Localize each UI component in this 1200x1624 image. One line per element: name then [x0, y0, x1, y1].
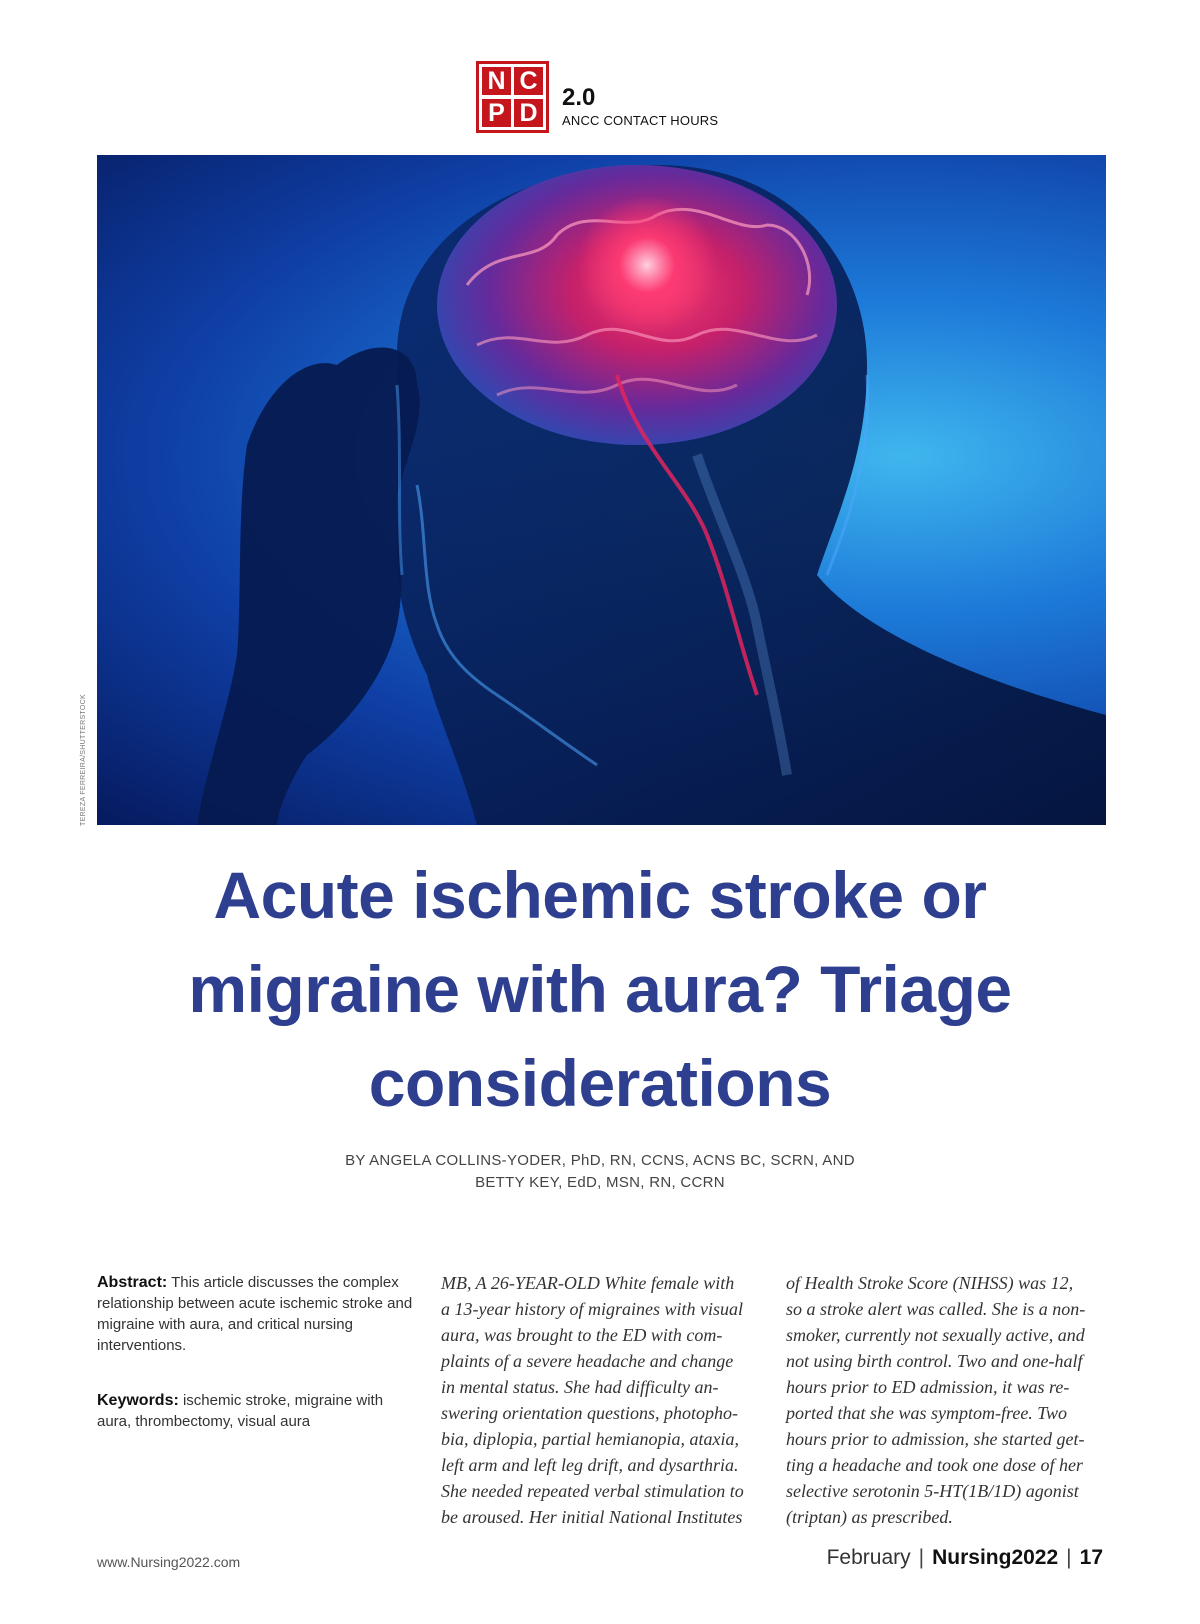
- abstract: [97, 1272, 417, 1356]
- body-line: ported that she was symptom-free. Two: [786, 1403, 1067, 1423]
- footer-folio: [827, 1546, 1103, 1570]
- footer-magazine: Nursing2022: [932, 1546, 1059, 1569]
- body-line: aura, was brought to the ED with com-: [441, 1325, 723, 1345]
- body-line: plaints of a severe headache and change: [441, 1351, 734, 1371]
- byline-line-1: BY ANGELA COLLINS-YODER, PhD, RN, CCNS, ACNS BC, SCRN, AND: [345, 1152, 855, 1169]
- contact-hours-label: ANCC CONTACT HOURS: [562, 113, 719, 128]
- body-line: of Health Stroke Score (NIHSS) was 12,: [786, 1273, 1074, 1293]
- body-line: a 13-year history of migraines with visual: [441, 1299, 743, 1319]
- keywords-text: ischemic stroke, migraine with aura, thrombectomy, visual aura: [97, 1392, 384, 1430]
- ncpd-badge: [476, 61, 549, 133]
- keywords: [97, 1390, 417, 1432]
- body-line: not using birth control. Two and one-half: [786, 1351, 1083, 1371]
- badge-letter-p: P: [482, 99, 511, 127]
- article-title: Acute ischemic stroke or migraine with aura? Triage considerations: [188, 858, 1012, 1120]
- badge-letter-n: N: [482, 67, 511, 95]
- keywords-label: Keywords:: [97, 1392, 179, 1409]
- body-line: (triptan) as prescribed.: [786, 1507, 953, 1527]
- badge-letter-c: C: [514, 67, 543, 95]
- footer-separator: |: [1066, 1546, 1072, 1569]
- badge-letter-d: D: [514, 99, 543, 127]
- body-line: hours prior to admission, she started get-: [786, 1429, 1085, 1449]
- abstract-label: Abstract:: [97, 1274, 168, 1291]
- body-line: She needed repeated verbal stimulation to: [441, 1481, 744, 1501]
- body-line: left arm and left leg drift, and dysarthria.: [441, 1455, 739, 1475]
- footer-url: www.Nursing2022.com: [97, 1554, 241, 1570]
- body-line: in mental status. She had difficulty an-: [441, 1377, 719, 1397]
- photo-credit: TEREZA FERREIRA/SHUTTERSTOCK: [80, 694, 87, 826]
- body-line: hours prior to ED admission, it was re-: [786, 1377, 1070, 1397]
- page-number: 17: [1079, 1546, 1103, 1569]
- brain-stroke-illustration-icon: [97, 155, 1106, 825]
- abstract-text: This article discusses the complex relationship between acute ischemic stroke and migraine with aura, and critical nursing interventions.: [97, 1274, 413, 1354]
- hero-image: [97, 155, 1106, 825]
- body-line: smoker, currently not sexually active, and: [786, 1325, 1085, 1345]
- body-column-2: [786, 1270, 1106, 1530]
- body-line: bia, diplopia, partial hemianopia, ataxia,: [441, 1429, 739, 1449]
- body-line: be aroused. Her initial National Institutes: [441, 1507, 743, 1527]
- body-line: so a stroke alert was called. She is a non-: [786, 1299, 1086, 1319]
- footer-separator: |: [918, 1546, 925, 1569]
- body-line: MB, A 26-YEAR-OLD White female with: [441, 1273, 735, 1293]
- contact-hours-value: 2.0: [562, 84, 596, 111]
- footer-month: February: [826, 1546, 911, 1569]
- body-column-1: [441, 1270, 761, 1530]
- body-line: ting a headache and took one dose of her: [786, 1455, 1083, 1475]
- byline: [250, 1150, 950, 1194]
- body-line: selective serotonin 5-HT(1B/1D) agonist: [786, 1481, 1079, 1501]
- body-line: swering orientation questions, photopho-: [441, 1403, 738, 1423]
- byline-line-2: BETTY KEY, EdD, MSN, RN, CCRN: [475, 1174, 725, 1191]
